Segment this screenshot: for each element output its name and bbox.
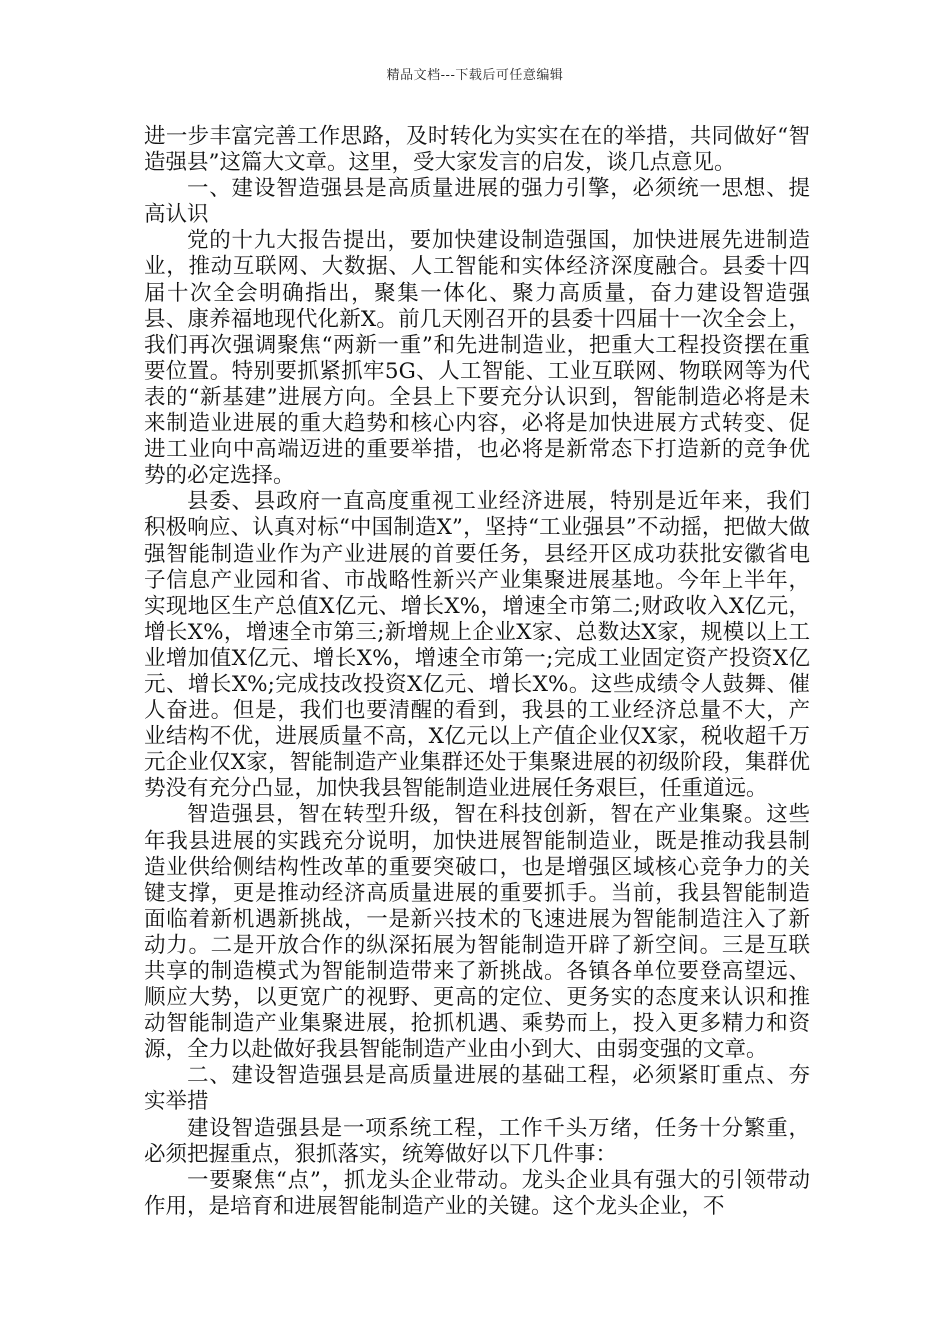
- paragraph-continuation: 进一步丰富完善工作思路，及时转化为实实在在的举措，共同做好“智造强县”这篇大文章。这里，受大家发言的启发，谈几点意见。: [144, 124, 810, 176]
- paragraph: 党的十九大报告提出，要加快建设制造强国，加快进展先进制造业，推动互联网、大数据、人工智能和实体经济深度融合。县委十四届十次全会明确指出，聚集一体化、聚力高质量，奋力建设智造强县、康养福地现代化新X。前几天刚召开的县委十四届十一次全会上，我们再次强调聚焦“两新一重”和先进制造业，把重大工程投资摆在重要位置。特别要抓紧抓牢5G、人工智能、工业互联网、物联网等为代表的“新基建”进展方向。全县上下要充分认识到，智能制造必将是未来制造业进展的重大趋势和核心内容，必将是加快进展方式转变、促进工业向中高端迈进的重要举措，也必将是新常态下打造新的竞争优势的必定选择。: [144, 228, 810, 489]
- paragraph: 县委、县政府一直高度重视工业经济进展，特别是近年来，我们积极响应、认真对标“中国制造X”，坚持“工业强县”不动摇，把做大做强智能制造业作为产业进展的首要任务，县经开区成功获批安徽省电子信息产业园和省、市战略性新兴产业集聚进展基地。今年上半年，实现地区生产总值X亿元、增长X%，增速全市第二;财政收入X亿元，增长X%，增速全市第三;新增规上企业X家、总数达X家，规模以上工业增加值X亿元、增长X%，增速全市第一;完成工业固定资产投资X亿元、增长X%;完成技改投资X亿元、增长X%。这些成绩令人鼓舞、催人奋进。但是，我们也要清醒的看到，我县的工业经济总量不大，产业结构不优，进展质量不高，X亿元以上产值企业仅X家，税收超千万元企业仅X家，智能制造产业集群还处于集聚进展的初级阶段，集群优势没有充分凸显，加快我县智能制造业进展任务艰巨，任重道远。: [144, 489, 810, 802]
- document-body: [144, 124, 810, 1220]
- section-heading-2: 二、建设智造强县是高质量进展的基础工程，必须紧盯重点、夯实举措: [144, 1063, 810, 1115]
- paragraph: 智造强县，智在转型升级，智在科技创新，智在产业集聚。这些年我县进展的实践充分说明，加快进展智能制造业，既是推动我县制造业供给侧结构性改革的重要突破口，也是增强区域核心竞争力的关键支撑，更是推动经济高质量进展的重要抓手。当前，我县智能制造面临着新机遇新挑战，一是新兴技术的飞速进展为智能制造注入了新动力。二是开放合作的纵深拓展为智能制造开辟了新空间。三是互联共享的制造模式为智能制造带来了新挑战。各镇各单位要登高望远、顺应大势，以更宽广的视野、更高的定位、更务实的态度来认识和推动智能制造产业集聚进展，抢抓机遇、乘势而上，投入更多精力和资源，全力以赴做好我县智能制造产业由小到大、由弱变强的文章。: [144, 802, 810, 1063]
- paragraph: 建设智造强县是一项系统工程，工作千头万绪，任务十分繁重，必须把握重点，狠抓落实，统筹做好以下几件事：: [144, 1115, 810, 1167]
- paragraph: 一要聚焦“点”，抓龙头企业带动。龙头企业具有强大的引领带动作用，是培育和进展智能制造产业的关键。这个龙头企业，不: [144, 1167, 810, 1219]
- section-heading-1: 一、建设智造强县是高质量进展的强力引擎，必须统一思想、提高认识: [144, 176, 810, 228]
- page-header: 精品文档---下载后可任意编辑: [386, 68, 564, 83]
